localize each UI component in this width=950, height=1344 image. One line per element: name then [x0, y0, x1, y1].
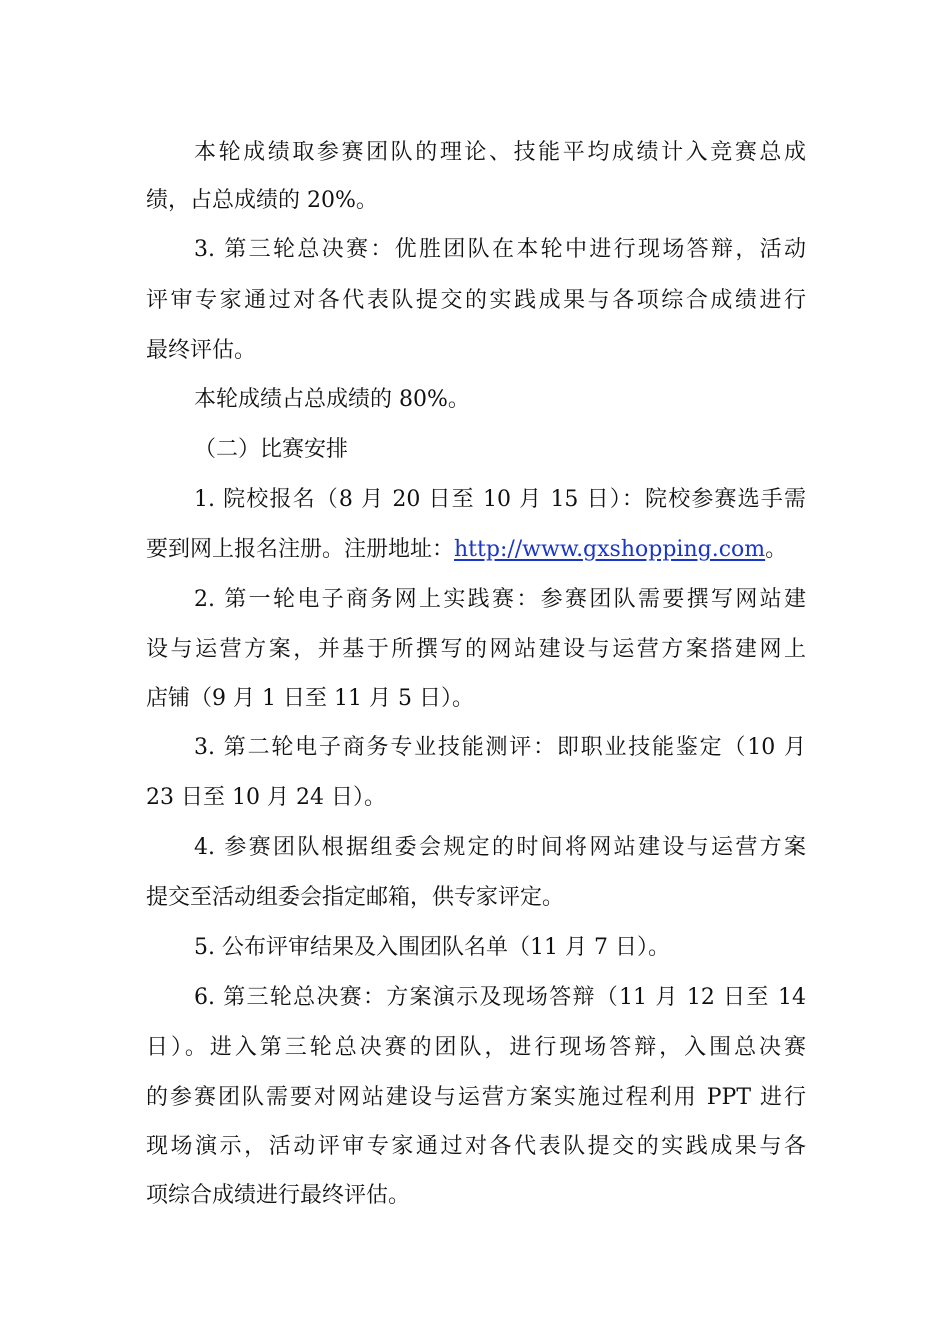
paragraph-line: 本轮成绩取参赛团队的理论、技能平均成绩计入竞赛总成: [194, 140, 806, 165]
registration-label: 要到网上报名注册。注册地址：: [146, 537, 455, 562]
registration-line: [146, 530, 806, 570]
paragraph-line: 现场演示，活动评审专家通过对各代表队提交的实践成果与各: [146, 1134, 806, 1159]
paragraph-line: 日）。进入第三轮总决赛的团队，进行现场答辩，入围总决赛: [146, 1035, 806, 1060]
paragraph-line: 1. 院校报名（8 月 20 日至 10 月 15 日）：院校参赛选手需: [194, 487, 806, 512]
paragraph-line: 的参赛团队需要对网站建设与运营方案实施过程利用 PPT 进行: [146, 1085, 806, 1110]
paragraph-line: 4. 参赛团队根据组委会规定的时间将网站建设与运营方案: [194, 835, 806, 860]
paragraph-line: 3. 第二轮电子商务专业技能测评：即职业技能鉴定（10 月: [194, 735, 806, 760]
paragraph-line: 评审专家通过对各代表队提交的实践成果与各项综合成绩进行: [146, 288, 806, 313]
paragraph-line: 项综合成绩进行最终评估。: [146, 1183, 411, 1208]
paragraph-line: 店铺（9 月 1 日至 11 月 5 日）。: [146, 686, 474, 711]
paragraph-line: 3. 第三轮总决赛：优胜团队在本轮中进行现场答辩，活动: [194, 237, 806, 262]
paragraph-line: 23 日至 10 月 24 日）。: [146, 785, 386, 810]
registration-link[interactable]: http://www.gxshopping.com: [454, 537, 766, 562]
paragraph-line: 设与运营方案，并基于所撰写的网站建设与运营方案搭建网上: [146, 637, 806, 662]
paragraph-line: 5. 公布评审结果及入围团队名单（11 月 7 日）。: [194, 935, 670, 960]
paragraph-line: 最终评估。: [146, 338, 257, 363]
paragraph-line: 本轮成绩占总成绩的 80%。: [194, 387, 470, 412]
paragraph-line: 提交至活动组委会指定邮箱，供专家评定。: [146, 885, 565, 910]
paragraph-line: 绩，占总成绩的 20%。: [146, 188, 378, 213]
paragraph-line: 6. 第三轮总决赛：方案演示及现场答辩（11 月 12 日至 14: [194, 985, 806, 1010]
paragraph-line: 2. 第一轮电子商务网上实践赛：参赛团队需要撰写网站建: [194, 587, 806, 612]
registration-link-suffix: 。: [765, 537, 788, 562]
section-heading: （二）比赛安排: [194, 437, 349, 462]
